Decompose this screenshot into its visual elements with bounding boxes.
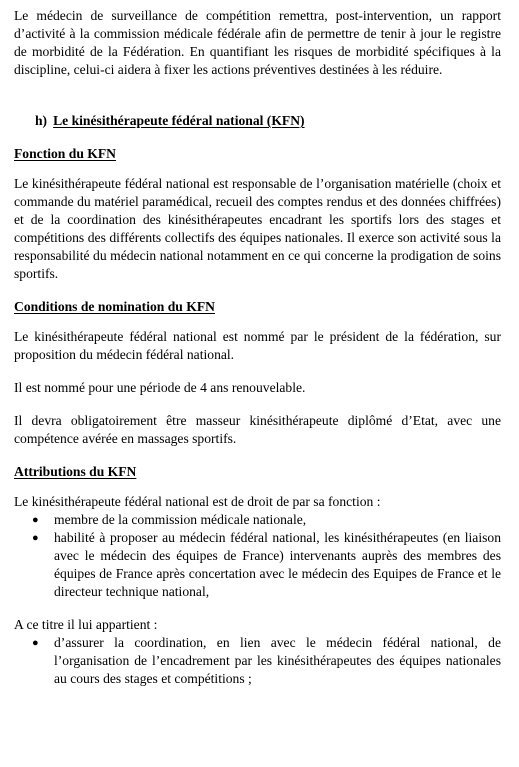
attributions-intro: Le kinésithérapeute fédéral national est de droit de par sa fonction :: [14, 494, 381, 509]
fonction-paragraph: Le kinésithérapeute fédéral national est responsable de l’organisation matérielle (choix et commande du matériel paramédical, recueil des comptes rendus et des données chiffrées) et de la coordination des kinésithérapeutes encadrant les sportifs lors des stages et compétitions des différents collectifs des équipes nationales. Il exerce son activité sous la responsabilité du médecin national notamment en ce qui concerne la prodigation de soins sportifs.: [14, 176, 501, 281]
section-number: h): [35, 113, 48, 128]
list-item-text: d’assurer la coordination, en lien avec le médecin fédéral national, de l’organisation de l’encadrement par les kinésithérapeutes des équipes nationales au cours des stages et compétitions ;: [54, 635, 501, 686]
attributions-title-intro: A ce titre il lui appartient :: [14, 617, 158, 632]
list-item: [32, 529, 501, 601]
list-item: [32, 511, 501, 529]
list-item-text: membre de la commission médicale nationale,: [54, 512, 307, 527]
attributions-list-2: [14, 634, 501, 688]
list-item: [32, 634, 501, 688]
bullet-icon: ●: [32, 532, 39, 544]
conditions-paragraph-1: Le kinésithérapeute fédéral national est nommé par le président de la fédération, sur proposition du médecin fédéral national.: [14, 329, 501, 362]
attributions-heading: Attributions du KFN: [14, 464, 137, 479]
section-title: Le kinésithérapeute fédéral national (KFN): [53, 113, 305, 128]
section-heading: [35, 112, 501, 130]
list-item-text: habilité à proposer au médecin fédéral national, les kinésithérapeutes (en liaison avec le médecin des équipes de France) intervenants auprès des membres des équipes de France après concertation avec le médecin des Equipes de France et le directeur technique national,: [54, 530, 501, 599]
bullet-icon: ●: [32, 514, 39, 526]
conditions-paragraph-2: Il est nommé pour une période de 4 ans renouvelable.: [14, 380, 306, 395]
conditions-heading: Conditions de nomination du KFN: [14, 299, 215, 314]
fonction-heading: Fonction du KFN: [14, 146, 116, 161]
conditions-paragraph-3: Il devra obligatoirement être masseur kinésithérapeute diplômé d’Etat, avec une compétence avérée en massages sportifs.: [14, 413, 501, 446]
attributions-list: [14, 511, 501, 601]
intro-paragraph: Le médecin de surveillance de compétition remettra, post-intervention, un rapport d’activité à la commission médicale fédérale afin de permettre de tenir à jour le registre de morbidité de la Fédération. En quantifiant les risques de morbidité spécifiques à la discipline, celui-ci aidera à fixer les actions préventives destinées à les réduire.: [14, 8, 501, 77]
bullet-icon: ●: [32, 637, 39, 649]
